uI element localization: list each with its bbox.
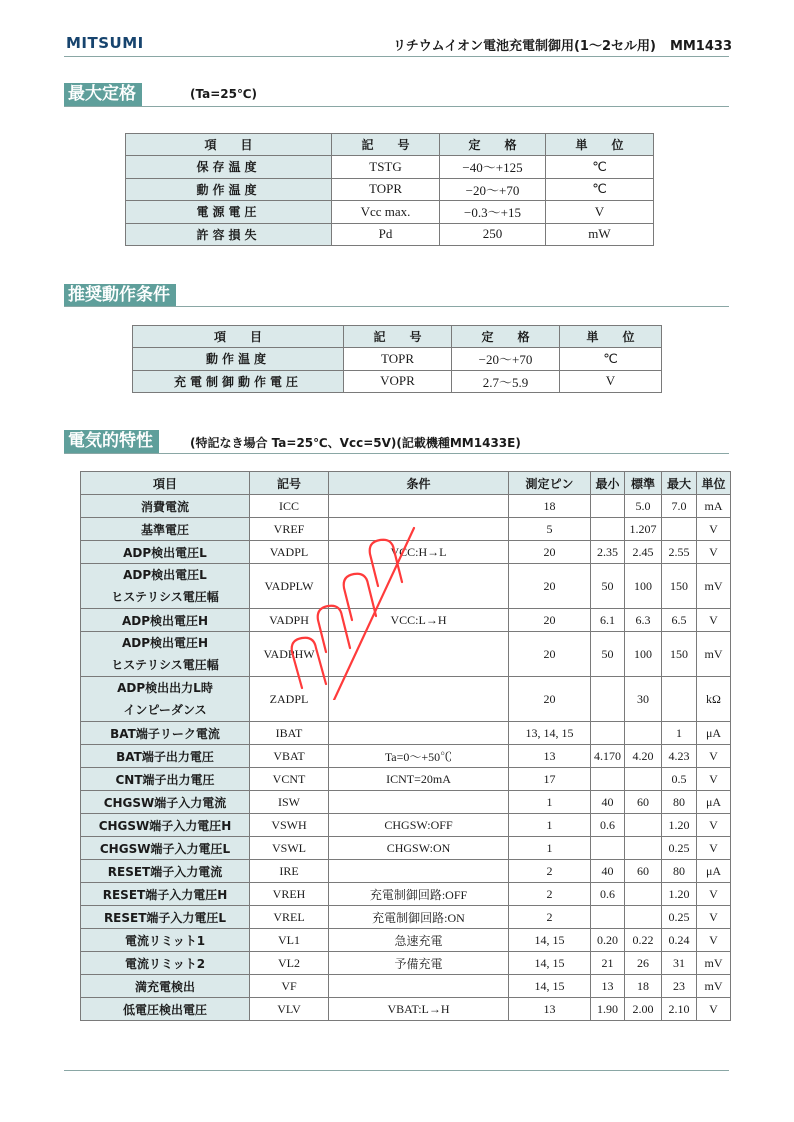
condition-cell: 急速充電 bbox=[329, 929, 509, 952]
symbol-cell: VADPLW bbox=[250, 564, 329, 609]
unit-cell: μA bbox=[697, 791, 731, 814]
item-cell: ADP検出電圧H ヒステリシス電圧幅 bbox=[81, 632, 250, 677]
symbol-cell: VSWH bbox=[250, 814, 329, 837]
table-header-row bbox=[133, 326, 662, 348]
header-cell: 記 号 bbox=[344, 326, 452, 348]
section-rule bbox=[64, 106, 729, 107]
item-cell: CHGSW端子入力電圧H bbox=[81, 814, 250, 837]
table-row bbox=[126, 201, 654, 224]
recommended-conditions-table bbox=[132, 325, 662, 393]
pin-cell: 14, 15 bbox=[509, 975, 591, 998]
unit-cell: mV bbox=[697, 975, 731, 998]
item-cell: CHGSW端子入力電圧L bbox=[81, 837, 250, 860]
min-cell bbox=[591, 677, 625, 722]
typ-cell: 4.20 bbox=[625, 745, 662, 768]
pin-cell: 2 bbox=[509, 860, 591, 883]
header-cell: 記号 bbox=[250, 472, 329, 495]
typ-cell bbox=[625, 722, 662, 745]
symbol-cell: ZADPL bbox=[250, 677, 329, 722]
pin-cell: 13 bbox=[509, 998, 591, 1021]
typ-cell bbox=[625, 906, 662, 929]
item-cell: 動作温度 bbox=[133, 348, 344, 371]
item-cell: 電流リミット1 bbox=[81, 929, 250, 952]
max-cell: 7.0 bbox=[662, 495, 697, 518]
item-cell: RESET端子入力電圧L bbox=[81, 906, 250, 929]
item-cell: 保存温度 bbox=[126, 156, 332, 179]
watermark-strokes bbox=[292, 528, 414, 700]
unit-cell: V bbox=[697, 541, 731, 564]
typ-cell: 0.22 bbox=[625, 929, 662, 952]
max-cell: 150 bbox=[662, 564, 697, 609]
header-cell: 定 格 bbox=[452, 326, 560, 348]
header-cell: 項 目 bbox=[126, 134, 332, 156]
rating-cell: −40〜+125 bbox=[440, 156, 546, 179]
item-cell: ADP検出電圧L bbox=[81, 541, 250, 564]
item-cell: ADP検出出力L時 インピーダンス bbox=[81, 677, 250, 722]
section-rule bbox=[64, 306, 729, 307]
header-cell: 項目 bbox=[81, 472, 250, 495]
rating-cell: 2.7〜5.9 bbox=[452, 370, 560, 393]
section-rule bbox=[64, 453, 729, 454]
unit-cell: mA bbox=[697, 495, 731, 518]
unit-cell: mV bbox=[697, 564, 731, 609]
section-title-electrical-characteristics: 電気的特性 bbox=[64, 430, 159, 453]
table-row bbox=[81, 860, 731, 883]
item-cell: 基準電圧 bbox=[81, 518, 250, 541]
max-cell: 80 bbox=[662, 791, 697, 814]
unit-cell: V bbox=[697, 745, 731, 768]
unit-cell: mV bbox=[697, 952, 731, 975]
table-row bbox=[81, 929, 731, 952]
rating-cell: −0.3〜+15 bbox=[440, 201, 546, 224]
pin-cell: 18 bbox=[509, 495, 591, 518]
table-row bbox=[81, 975, 731, 998]
part-number: MM1433 bbox=[669, 39, 732, 54]
min-cell bbox=[591, 837, 625, 860]
unit-cell: V bbox=[697, 768, 731, 791]
company-logo: MITSUMI bbox=[66, 34, 144, 52]
rating-cell: 250 bbox=[440, 223, 546, 246]
unit-cell: ℃ bbox=[546, 156, 654, 179]
condition-cell: Ta=0〜+50℃ bbox=[329, 745, 509, 768]
pin-cell: 2 bbox=[509, 906, 591, 929]
min-cell bbox=[591, 768, 625, 791]
symbol-cell: TOPR bbox=[344, 348, 452, 371]
pin-cell: 17 bbox=[509, 768, 591, 791]
item-cell: 電流リミット2 bbox=[81, 952, 250, 975]
unit-cell: kΩ bbox=[697, 677, 731, 722]
condition-cell: CHGSW:OFF bbox=[329, 814, 509, 837]
pin-cell: 5 bbox=[509, 518, 591, 541]
symbol-cell: VSWL bbox=[250, 837, 329, 860]
typ-cell: 26 bbox=[625, 952, 662, 975]
header-cell: 単 位 bbox=[560, 326, 662, 348]
header-rule bbox=[64, 56, 729, 57]
min-cell: 40 bbox=[591, 791, 625, 814]
unit-cell: V bbox=[697, 518, 731, 541]
header-cell: 測定ピン bbox=[509, 472, 591, 495]
typ-cell bbox=[625, 837, 662, 860]
typ-cell: 2.00 bbox=[625, 998, 662, 1021]
condition-cell: VCC:L→H bbox=[329, 609, 509, 632]
section-note-electrical: (特記なき場合 Ta=25℃、Vcc=5V)(記載機種MM1433E) bbox=[190, 436, 521, 450]
condition-cell: 充電制御回路:OFF bbox=[329, 883, 509, 906]
symbol-cell: ICC bbox=[250, 495, 329, 518]
symbol-cell: Vcc max. bbox=[332, 201, 440, 224]
pin-cell: 20 bbox=[509, 609, 591, 632]
symbol-cell: IRE bbox=[250, 860, 329, 883]
table-row bbox=[133, 370, 662, 393]
min-cell: 4.170 bbox=[591, 745, 625, 768]
symbol-cell: IBAT bbox=[250, 722, 329, 745]
condition-cell bbox=[329, 860, 509, 883]
min-cell: 0.6 bbox=[591, 883, 625, 906]
pin-cell: 14, 15 bbox=[509, 952, 591, 975]
item-cell: CNT端子出力電圧 bbox=[81, 768, 250, 791]
typ-cell: 1.207 bbox=[625, 518, 662, 541]
unit-cell: mV bbox=[697, 632, 731, 677]
item-cell: CHGSW端子入力電流 bbox=[81, 791, 250, 814]
item-cell: BAT端子出力電圧 bbox=[81, 745, 250, 768]
unit-cell: ℃ bbox=[546, 178, 654, 201]
table-row bbox=[126, 178, 654, 201]
table-row bbox=[126, 156, 654, 179]
header-cell: 条件 bbox=[329, 472, 509, 495]
section-note-max-ratings: (Ta=25℃) bbox=[190, 87, 257, 101]
typ-cell: 30 bbox=[625, 677, 662, 722]
symbol-cell: Pd bbox=[332, 223, 440, 246]
max-cell: 0.25 bbox=[662, 906, 697, 929]
table-header-row bbox=[81, 472, 731, 495]
item-cell: 消費電流 bbox=[81, 495, 250, 518]
table-row bbox=[81, 768, 731, 791]
symbol-cell: VADPH bbox=[250, 609, 329, 632]
header-cell: 定 格 bbox=[440, 134, 546, 156]
max-ratings-table bbox=[125, 133, 654, 246]
typ-cell: 100 bbox=[625, 564, 662, 609]
pin-cell: 13, 14, 15 bbox=[509, 722, 591, 745]
unit-cell: V bbox=[697, 609, 731, 632]
symbol-cell: TSTG bbox=[332, 156, 440, 179]
table-row bbox=[133, 348, 662, 371]
min-cell: 40 bbox=[591, 860, 625, 883]
item-cell: BAT端子リーク電流 bbox=[81, 722, 250, 745]
max-cell: 4.23 bbox=[662, 745, 697, 768]
max-cell: 1.20 bbox=[662, 883, 697, 906]
header-cell: 最大 bbox=[662, 472, 697, 495]
unit-cell: mW bbox=[546, 223, 654, 246]
pin-cell: 20 bbox=[509, 677, 591, 722]
pin-cell: 1 bbox=[509, 814, 591, 837]
header-cell: 最小 bbox=[591, 472, 625, 495]
typ-cell bbox=[625, 883, 662, 906]
max-cell: 6.5 bbox=[662, 609, 697, 632]
min-cell: 21 bbox=[591, 952, 625, 975]
max-cell: 0.25 bbox=[662, 837, 697, 860]
condition-cell: VBAT:L→H bbox=[329, 998, 509, 1021]
unit-cell: V bbox=[697, 929, 731, 952]
min-cell bbox=[591, 722, 625, 745]
unit-cell: V bbox=[560, 370, 662, 393]
min-cell bbox=[591, 495, 625, 518]
max-cell: 1 bbox=[662, 722, 697, 745]
min-cell bbox=[591, 906, 625, 929]
symbol-cell: VADPHW bbox=[250, 632, 329, 677]
max-cell: 2.55 bbox=[662, 541, 697, 564]
item-cell: 許容損失 bbox=[126, 223, 332, 246]
pin-cell: 1 bbox=[509, 791, 591, 814]
condition-cell: ICNT=20mA bbox=[329, 768, 509, 791]
min-cell: 50 bbox=[591, 632, 625, 677]
typ-cell: 100 bbox=[625, 632, 662, 677]
pin-cell: 2 bbox=[509, 883, 591, 906]
symbol-cell: VBAT bbox=[250, 745, 329, 768]
unit-cell: V bbox=[697, 883, 731, 906]
pin-cell: 13 bbox=[509, 745, 591, 768]
unit-cell: V bbox=[697, 814, 731, 837]
item-cell: ADP検出電圧H bbox=[81, 609, 250, 632]
symbol-cell: VF bbox=[250, 975, 329, 998]
unit-cell: V bbox=[697, 998, 731, 1021]
typ-cell: 60 bbox=[625, 791, 662, 814]
symbol-cell: VL1 bbox=[250, 929, 329, 952]
footer-rule bbox=[64, 1070, 729, 1071]
unit-cell: V bbox=[546, 201, 654, 224]
table-row bbox=[81, 998, 731, 1021]
min-cell: 2.35 bbox=[591, 541, 625, 564]
section-title-max-ratings: 最大定格 bbox=[64, 83, 142, 106]
min-cell: 0.20 bbox=[591, 929, 625, 952]
header-cell: 単 位 bbox=[546, 134, 654, 156]
min-cell: 0.6 bbox=[591, 814, 625, 837]
symbol-cell: VCNT bbox=[250, 768, 329, 791]
max-cell: 1.20 bbox=[662, 814, 697, 837]
symbol-cell: VREF bbox=[250, 518, 329, 541]
header-cell: 標準 bbox=[625, 472, 662, 495]
symbol-cell: ISW bbox=[250, 791, 329, 814]
item-cell: 動作温度 bbox=[126, 178, 332, 201]
typ-cell bbox=[625, 814, 662, 837]
document-title bbox=[393, 35, 732, 54]
table-row bbox=[81, 906, 731, 929]
max-cell: 23 bbox=[662, 975, 697, 998]
item-cell: 低電圧検出電圧 bbox=[81, 998, 250, 1021]
condition-cell: 充電制御回路:ON bbox=[329, 906, 509, 929]
max-cell: 150 bbox=[662, 632, 697, 677]
unit-cell: μA bbox=[697, 722, 731, 745]
rating-cell: −20〜+70 bbox=[440, 178, 546, 201]
condition-cell bbox=[329, 791, 509, 814]
max-cell: 0.24 bbox=[662, 929, 697, 952]
typ-cell: 18 bbox=[625, 975, 662, 998]
max-cell bbox=[662, 677, 697, 722]
typ-cell: 2.45 bbox=[625, 541, 662, 564]
min-cell bbox=[591, 518, 625, 541]
typ-cell: 5.0 bbox=[625, 495, 662, 518]
min-cell: 13 bbox=[591, 975, 625, 998]
typ-cell: 60 bbox=[625, 860, 662, 883]
table-row bbox=[81, 837, 731, 860]
typ-cell bbox=[625, 768, 662, 791]
unit-cell: V bbox=[697, 906, 731, 929]
pin-cell: 20 bbox=[509, 632, 591, 677]
table-header-row bbox=[126, 134, 654, 156]
header-cell: 項 目 bbox=[133, 326, 344, 348]
header-cell: 単位 bbox=[697, 472, 731, 495]
rating-cell: −20〜+70 bbox=[452, 348, 560, 371]
symbol-cell: VADPL bbox=[250, 541, 329, 564]
table-row bbox=[126, 223, 654, 246]
table-row bbox=[81, 814, 731, 837]
symbol-cell: VLV bbox=[250, 998, 329, 1021]
condition-cell: VCC:H→L bbox=[329, 541, 509, 564]
table-row bbox=[81, 791, 731, 814]
symbol-cell: VREL bbox=[250, 906, 329, 929]
pin-cell: 20 bbox=[509, 541, 591, 564]
pin-cell: 14, 15 bbox=[509, 929, 591, 952]
condition-cell bbox=[329, 975, 509, 998]
min-cell: 6.1 bbox=[591, 609, 625, 632]
item-cell: ADP検出電圧L ヒステリシス電圧幅 bbox=[81, 564, 250, 609]
table-row bbox=[81, 495, 731, 518]
table-row bbox=[81, 745, 731, 768]
condition-cell: 予備充電 bbox=[329, 952, 509, 975]
item-cell: RESET端子入力電圧H bbox=[81, 883, 250, 906]
header-cell: 記 号 bbox=[332, 134, 440, 156]
max-cell: 2.10 bbox=[662, 998, 697, 1021]
min-cell: 50 bbox=[591, 564, 625, 609]
unit-cell: V bbox=[697, 837, 731, 860]
table-row bbox=[81, 952, 731, 975]
unit-cell: μA bbox=[697, 860, 731, 883]
document-title-text: リチウムイオン電池充電制御用(1〜2セル用) bbox=[393, 39, 656, 54]
section-title-recommended-conditions: 推奨動作条件 bbox=[64, 284, 176, 307]
max-cell: 0.5 bbox=[662, 768, 697, 791]
symbol-cell: VREH bbox=[250, 883, 329, 906]
item-cell: 充電制御動作電圧 bbox=[133, 370, 344, 393]
watermark-stamp bbox=[282, 520, 422, 700]
typ-cell: 6.3 bbox=[625, 609, 662, 632]
min-cell: 1.90 bbox=[591, 998, 625, 1021]
item-cell: 満充電検出 bbox=[81, 975, 250, 998]
max-cell: 80 bbox=[662, 860, 697, 883]
unit-cell: ℃ bbox=[560, 348, 662, 371]
symbol-cell: VOPR bbox=[344, 370, 452, 393]
condition-cell: CHGSW:ON bbox=[329, 837, 509, 860]
pin-cell: 20 bbox=[509, 564, 591, 609]
table-row bbox=[81, 883, 731, 906]
max-cell: 31 bbox=[662, 952, 697, 975]
pin-cell: 1 bbox=[509, 837, 591, 860]
symbol-cell: TOPR bbox=[332, 178, 440, 201]
item-cell: 電源電圧 bbox=[126, 201, 332, 224]
condition-cell bbox=[329, 495, 509, 518]
item-cell: RESET端子入力電流 bbox=[81, 860, 250, 883]
max-cell bbox=[662, 518, 697, 541]
symbol-cell: VL2 bbox=[250, 952, 329, 975]
condition-cell bbox=[329, 722, 509, 745]
table-row bbox=[81, 722, 731, 745]
